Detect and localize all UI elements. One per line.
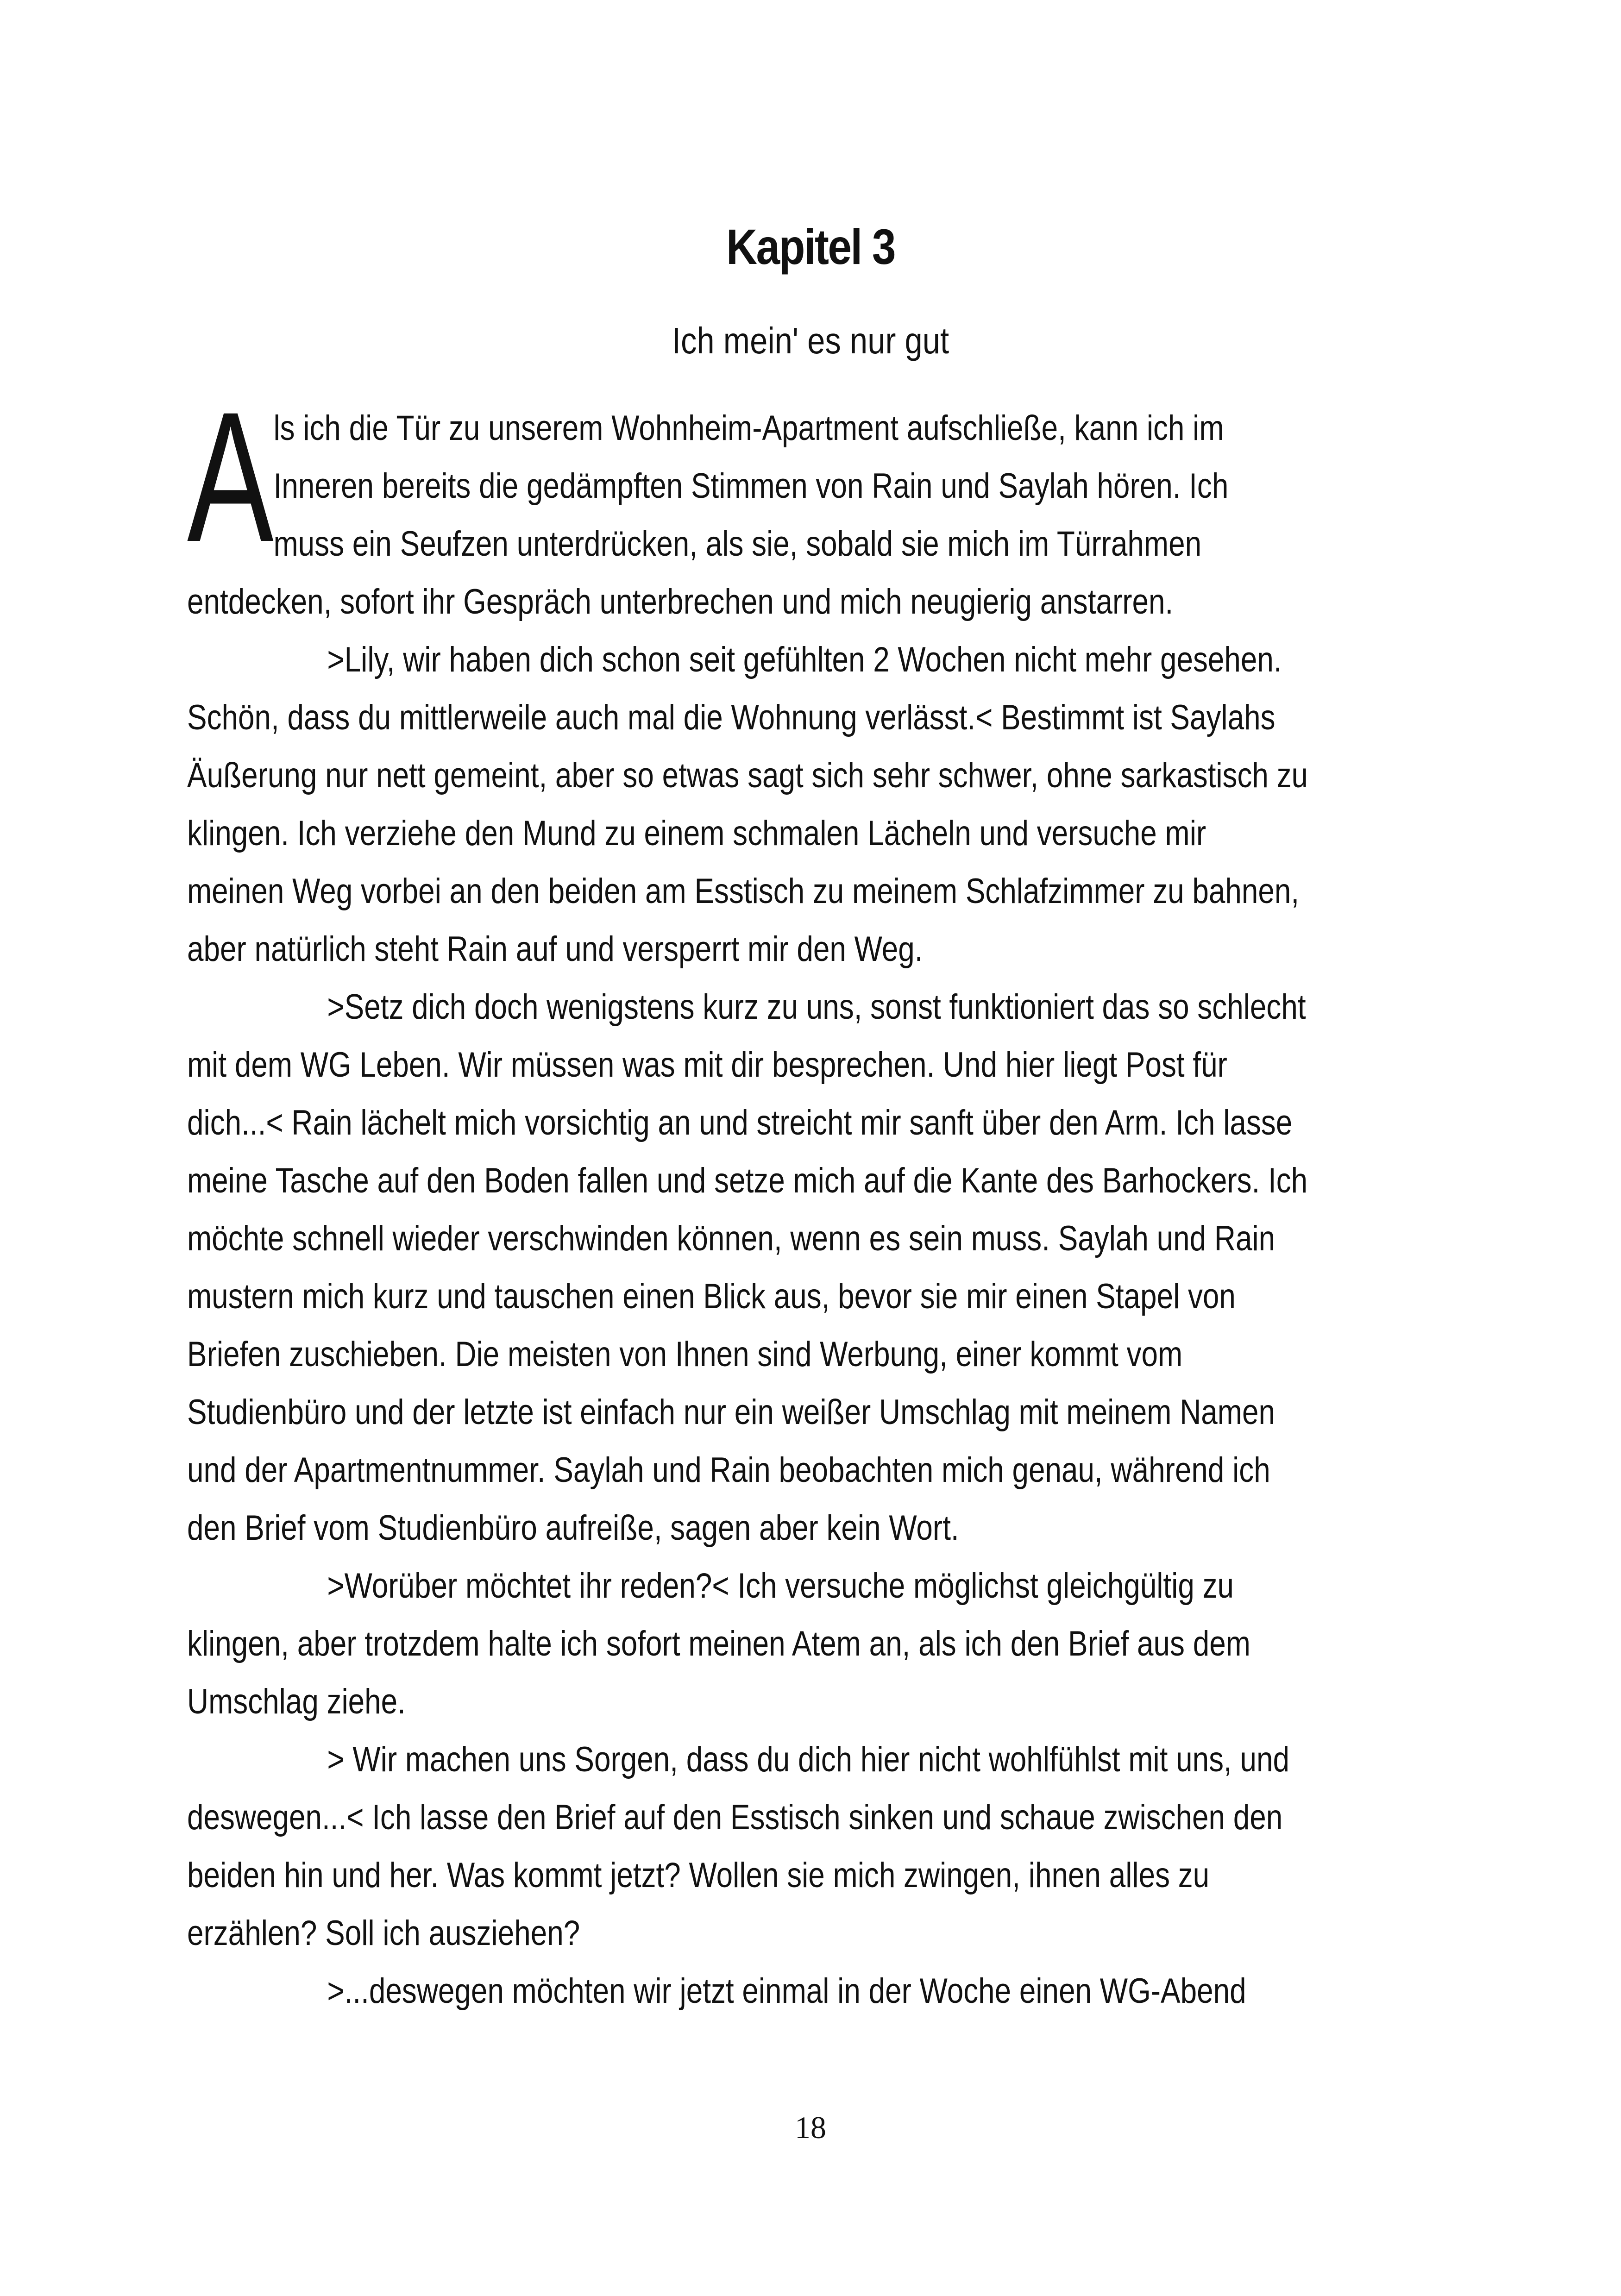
text-line: >Lily, wir haben dich schon seit gefühlten 2 Wochen nicht mehr gesehen.: [327, 640, 1282, 679]
text-line: >...deswegen möchten wir jetzt einmal in der Woche einen WG-Abend: [327, 1971, 1246, 2011]
text-line: mustern mich kurz und tauschen einen Blick aus, bevor sie mir einen Stapel von: [187, 1277, 1236, 1316]
text-line: meine Tasche auf den Boden fallen und setze mich auf die Kante des Barhockers. Ich: [187, 1161, 1308, 1200]
text-line: Inneren bereits die gedämpften Stimmen von Rain und Saylah hören. Ich: [273, 466, 1229, 506]
text-line: muss ein Seufzen unterdrücken, als sie, sobald sie mich im Türrahmen: [273, 524, 1202, 564]
text-line: Äußerung nur nett gemeint, aber so etwas sagt sich sehr schwer, ohne sarkastisch zu: [187, 756, 1308, 795]
page-number: 18: [795, 2110, 826, 2145]
text-line: deswegen...< Ich lasse den Brief auf den Esstisch sinken und schaue zwischen den: [187, 1798, 1283, 1837]
body-text: [187, 399, 1451, 2020]
text-line: dich...< Rain lächelt mich vorsichtig an und streicht mir sanft über den Arm. Ich lasse: [187, 1103, 1293, 1142]
chapter-subtitle: Ich mein' es nur gut: [672, 320, 949, 361]
text-line: >Setz dich doch wenigstens kurz zu uns, sonst funktioniert das so schlecht: [327, 987, 1306, 1027]
text-line: Schön, dass du mittlerweile auch mal die Wohnung verlässt.< Bestimmt ist Saylahs: [187, 698, 1275, 737]
text-line: aber natürlich steht Rain auf und versperrt mir den Weg.: [187, 929, 923, 969]
text-line: entdecken, sofort ihr Gespräch unterbrechen und mich neugierig anstarren.: [187, 582, 1174, 621]
drop-cap: A: [187, 373, 274, 580]
text-line: und der Apartmentnummer. Saylah und Rain beobachten mich genau, während ich: [187, 1450, 1270, 1490]
text-line: ls ich die Tür zu unserem Wohnheim-Apartment aufschließe, kann ich im: [273, 408, 1224, 448]
chapter-title: Kapitel 3: [726, 219, 895, 275]
text-line: mit dem WG Leben. Wir müssen was mit dir besprechen. Und hier liegt Post für: [187, 1045, 1227, 1085]
text-line: möchte schnell wieder verschwinden können, wenn es sein muss. Saylah und Rain: [187, 1219, 1275, 1258]
text-line: erzählen? Soll ich ausziehen?: [187, 1913, 580, 1953]
text-line: Briefen zuschieben. Die meisten von Ihnen sind Werbung, einer kommt vom: [187, 1335, 1183, 1374]
text-line: beiden hin und her. Was kommt jetzt? Wollen sie mich zwingen, ihnen alles zu: [187, 1856, 1210, 1895]
text-line: > Wir machen uns Sorgen, dass du dich hier nicht wohlfühlst mit uns, und: [327, 1740, 1290, 1779]
text-line: >Worüber möchtet ihr reden?< Ich versuche möglichst gleichgültig zu: [327, 1566, 1234, 1606]
text-line: den Brief vom Studienbüro aufreiße, sagen aber kein Wort.: [187, 1508, 959, 1548]
text-line: klingen. Ich verziehe den Mund zu einem schmalen Lächeln und versuche mir: [187, 814, 1206, 853]
text-line: meinen Weg vorbei an den beiden am Esstisch zu meinem Schlafzimmer zu bahnen,: [187, 872, 1300, 911]
text-line: Studienbüro und der letzte ist einfach nur ein weißer Umschlag mit meinem Namen: [187, 1393, 1275, 1432]
text-line: klingen, aber trotzdem halte ich sofort meinen Atem an, als ich den Brief aus dem: [187, 1624, 1250, 1663]
text-line: Umschlag ziehe.: [187, 1682, 406, 1721]
